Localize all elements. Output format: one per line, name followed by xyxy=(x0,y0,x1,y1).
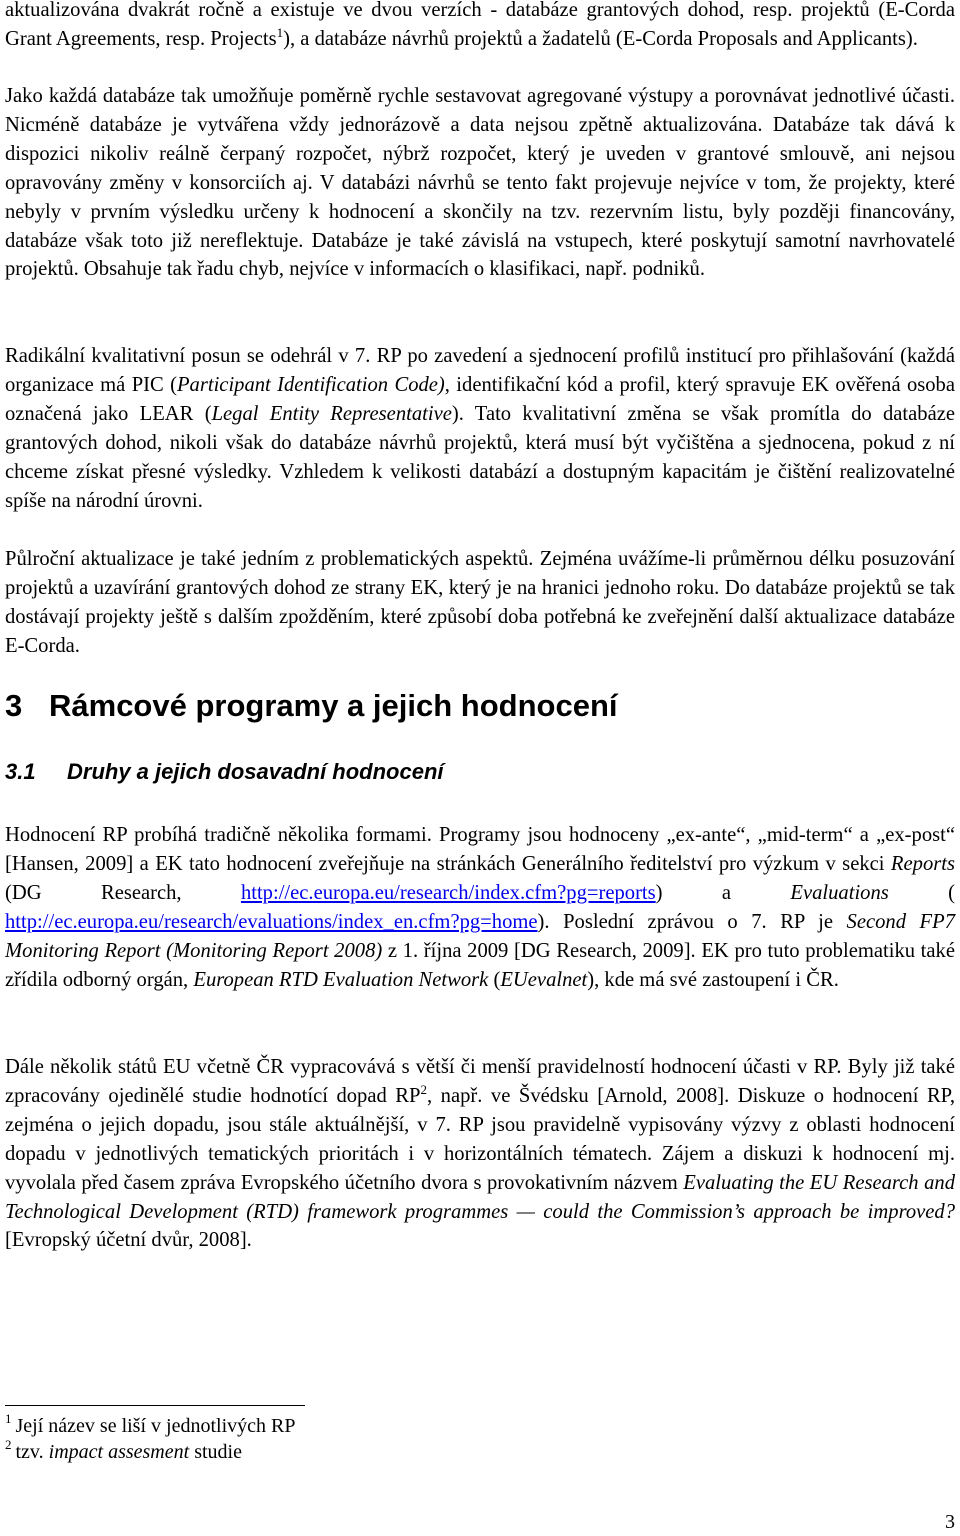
text-run: ), kde má své zastoupení i ČR. xyxy=(587,968,839,991)
text-run: ). Poslední zprávou o 7. RP je xyxy=(537,910,847,933)
footnote-separator xyxy=(5,1405,305,1406)
text-run: ) a xyxy=(655,881,791,904)
italic-title: Evaluating the EU Research and Technological Development (RTD) framework programmes — could the Commission’s approach be improved? xyxy=(5,1171,955,1223)
italic-term: EUevalnet xyxy=(500,968,588,991)
italic-title: Second FP7 Monitoring Report (Monitoring Report 2008) xyxy=(5,910,955,962)
text-run: z 1. října 2009 [DG Research, 2009]. EK pro tuto problematiku také zřídila odborný orgán, xyxy=(5,939,955,991)
heading-number: 3.1 xyxy=(5,759,36,784)
italic-term: Reports xyxy=(890,852,955,875)
paragraph-database-limitations: Jako každá databáze tak umožňuje poměrně rychle sestavovat agregované výstupy a porovnávat jednotlivé účasti. Nicméně databáze je vytvářena vždy jednorázově a data nejsou zpětně aktualizována. Databáze tak dává k dispozici nikoliv reálně čerpaný rozpočet, nýbrž rozpočet, který je uveden v grantové smlouvě, ani nejsou opravovány změny v konsorciích aj. V databázi návrhů se tento fakt projevuje nejvíce v tom, že projekty, které nebyly v prvním výsledku určeny k hodnocení a skončily na tzv. rezervním listu, byly později financovány, databáze však toto již nereflektuje. Databáze je také závislá na vstupech, které poskytují samotní navrhovatelé projektů. Obsahuje tak řadu chyb, nejvíce v informacích o klasifikaci, např. podniků. xyxy=(5,85,955,281)
section-heading-3 xyxy=(5,686,618,726)
text-run: Dále několik států EU včetně ČR vypracovává s větší či menší pravidelností hodnocení účasti v RP. Byly již také zpracovány ojedinělé studie hodnotící dopad RP xyxy=(5,1056,955,1107)
heading-number: 3 xyxy=(5,688,23,723)
footnote-mark: 1 xyxy=(5,1411,12,1426)
text-run: Hodnocení RP probíhá tradičně několika formami. Programy jsou hodnoceny „ex-ante“, „mid-term“ a „ex-post“ [Hansen, 2009] a EK tato hodnocení zveřejňuje na stránkách Generálního ředitelství pro výzkum v sekci xyxy=(5,824,955,875)
paragraph-half-year-updates: Půlroční aktualizace je také jedním z problematických aspektů. Zejména uvážíme-li průměrnou délku posuzování projektů a uzavírání grantových dohod ze strany EK, který je na hranici jednoho roku. Do databáze projektů se tak dostávají projekty ještě s dalším zpožděním, které způsobí doba potřebná ke zveřejnění další aktualizace databáze E-Corda. xyxy=(5,548,955,657)
text-run: ), a databáze návrhů projektů a žadatelů (E-Corda Proposals and Applicants). xyxy=(283,27,918,50)
text-run: ( xyxy=(888,881,955,904)
footnote-text: tzv. xyxy=(15,1441,49,1463)
reports-link[interactable]: http://ec.europa.eu/research/index.cfm?pg=reports xyxy=(240,881,656,904)
text-run: aktualizována dvakrát ročně a existuje ve dvou verzích - databáze grantových dohod, resp. projektů (E-Corda Grant Agreements, resp. Projects xyxy=(5,0,955,50)
text-run: ). Tato kvalitativní změna se však promítla do databáze grantových dohod, nikoli však do databáze návrhů projektů, která musí být vyčištěna a sjednocena, pokud z ní chceme získat přesné výsledky. Vzhledem k velikosti databází a dostupným kapacitám je čištění realizovatelné spíše na národní úrovni. xyxy=(5,402,956,512)
footnote-italic-term: impact assesment xyxy=(48,1441,190,1463)
paragraph-member-state-evaluations xyxy=(5,1053,955,1255)
text-run: (DG Research, xyxy=(5,881,241,904)
footnote-ref-2[interactable]: 2 xyxy=(420,1081,427,1097)
italic-term: European RTD Evaluation Network xyxy=(193,968,489,991)
footnote-ref-1[interactable]: 1 xyxy=(276,24,284,40)
text-run: , identifikační kód a profil, který spravuje EK ověřená osoba označená jako LEAR ( xyxy=(5,373,955,425)
text-run: Radikální kvalitativní posun se odehrál v 7. RP po zavedení a sjednocení profilů institucí pro přihlašování (každá organizace má PIC ( xyxy=(5,345,955,396)
footnote-text: Její název se liší v jednotlivých RP xyxy=(15,1415,296,1437)
paragraph-qualitative-shift xyxy=(5,342,955,515)
text-run: ( xyxy=(488,968,501,991)
heading-title: Druhy a jejich dosavadní hodnocení xyxy=(67,759,444,784)
italic-term: Participant Identification Code) xyxy=(176,373,445,396)
evaluations-link[interactable]: http://ec.europa.eu/research/evaluations/index_en.cfm?pg=home xyxy=(5,910,538,933)
subsection-heading-3-1 xyxy=(5,756,444,788)
paragraph-databases-intro xyxy=(5,0,955,54)
heading-title: Rámcové programy a jejich hodnocení xyxy=(49,688,618,723)
text-run: [Evropský účetní dvůr, 2008]. xyxy=(5,1229,252,1252)
italic-term: Evaluations xyxy=(790,881,889,904)
footnote-text: studie xyxy=(189,1441,242,1463)
page-number: 3 xyxy=(945,1511,955,1533)
paragraph-evaluation-forms xyxy=(5,821,955,994)
footnote-2 xyxy=(5,1439,242,1465)
footnote-mark: 2 xyxy=(5,1437,12,1452)
italic-term: Legal Entity Representative xyxy=(211,402,452,425)
text-run: , např. ve Švédsku [Arnold, 2008]. Diskuze o hodnocení RP, zejména o jejich dopadu, jsou stále aktuálnější, v 7. RP jsou pravidelně vypisovány výzvy z oblasti hodnocení dopadu v jednotlivých tematických prioritách i v horizontálních tématech. Zájem a diskuzi k hodnocení mj. vyvolala před časem zpráva Evropského účetního dvora s provokativním názvem xyxy=(5,1084,955,1194)
footnote-1 xyxy=(5,1413,295,1439)
